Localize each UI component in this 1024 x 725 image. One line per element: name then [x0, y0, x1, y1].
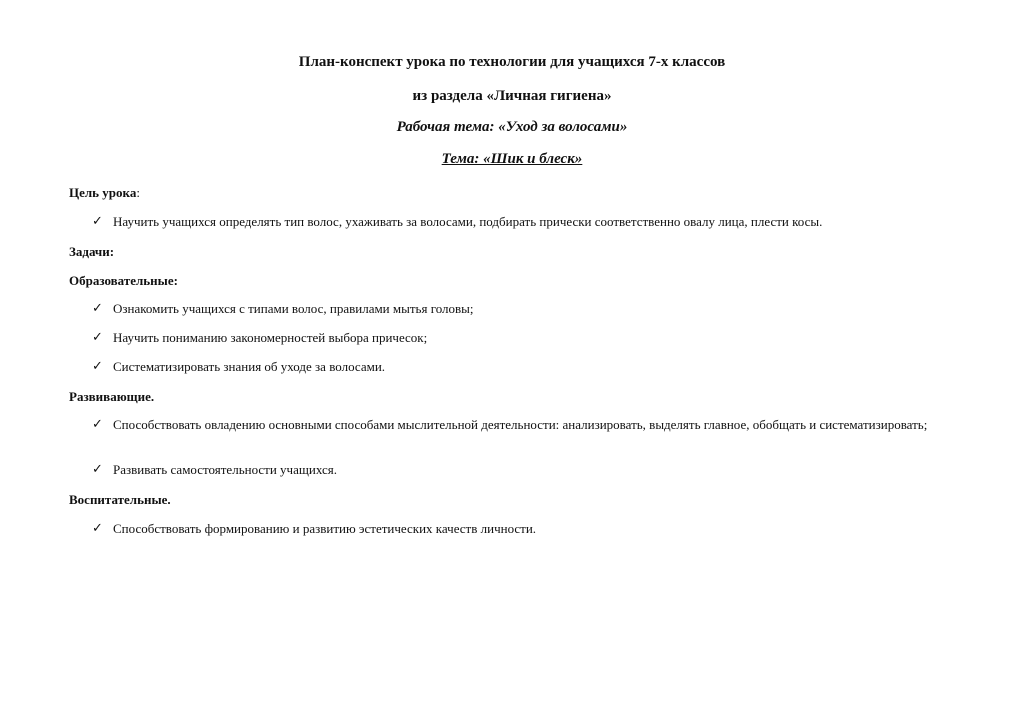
section-subtitle: из раздела «Личная гигиена»	[412, 88, 612, 104]
check-icon: ✓	[92, 359, 103, 374]
educational-heading: Образовательные:	[69, 273, 178, 288]
check-icon: ✓	[92, 521, 103, 536]
goal-heading	[69, 185, 140, 201]
developing-heading: Развивающие.	[69, 389, 155, 404]
list-item	[92, 301, 932, 317]
upbringing-heading: Воспитательные.	[69, 492, 171, 507]
developing-item-text: Развивать самостоятельности учащихся.	[113, 462, 337, 477]
list-item	[92, 214, 932, 230]
check-icon: ✓	[92, 417, 103, 432]
check-icon: ✓	[92, 330, 103, 345]
educational-item-text: Научить пониманию закономерностей выбора причесок;	[113, 330, 428, 345]
educational-item-text: Систематизировать знания об уходе за волосами.	[113, 359, 386, 374]
goal-heading-colon: :	[136, 185, 140, 200]
upbringing-item-text: Способствовать формированию и развитию эстетических качеств личности.	[113, 521, 537, 536]
tasks-heading: Задачи:	[69, 244, 115, 259]
document-title: План-конспект урока по технологии для учащихся 7-х классов	[298, 54, 726, 70]
list-item	[92, 359, 932, 375]
check-icon: ✓	[92, 301, 103, 316]
lesson-topic: Тема: «Шик и блеск»	[441, 151, 583, 167]
developing-item-text: Способствовать овладению основными способами мыслительной деятельности: анализировать, выделять главное, обобщать и систематизировать;	[113, 417, 928, 432]
goal-item-text: Научить учащихся определять тип волос, ухаживать за волосами, подбирать прически соответственно овалу лица, плести косы.	[113, 214, 823, 229]
working-topic: Рабочая тема: «Уход за волосами»	[396, 119, 628, 135]
list-item	[92, 462, 932, 478]
list-item	[92, 521, 932, 537]
list-item	[92, 417, 932, 433]
check-icon: ✓	[92, 214, 103, 229]
goal-heading-label: Цель урока	[69, 185, 137, 200]
check-icon: ✓	[92, 462, 103, 477]
educational-item-text: Ознакомить учащихся с типами волос, правилами мытья головы;	[113, 301, 474, 316]
list-item	[92, 330, 932, 346]
